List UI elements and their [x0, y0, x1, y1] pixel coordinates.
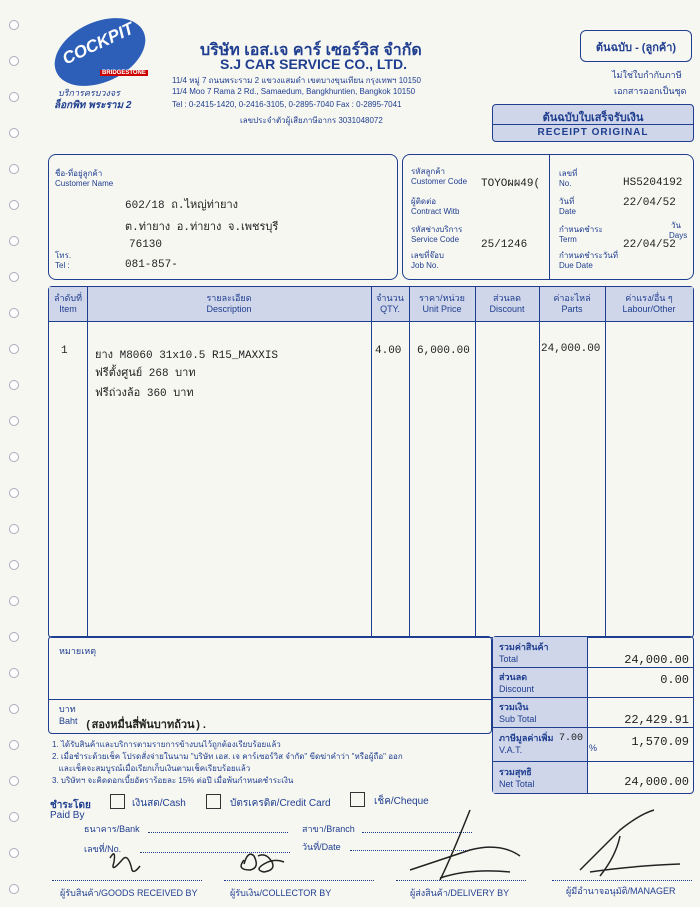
paid-by-label-th: ชำระโดย — [50, 800, 91, 811]
customer-address-line2: ต.ท่ายาง อ.ท่ายาง จ.เพชรบุรี — [125, 222, 279, 234]
baht-label-en: Baht — [59, 716, 78, 726]
not-tax-invoice-1: ไม่ใช่ใบกำกับภาษี — [612, 70, 682, 80]
net-total-value: 24,000.00 — [624, 775, 689, 789]
discount-label-th: ส่วนลด — [499, 672, 528, 682]
term-unit-th: วัน — [671, 221, 681, 230]
term-label-en: Term — [559, 235, 577, 244]
note-2-cont: และเช็คจะสมบูรณ์เมื่อเรียกเก็บเงินตามเช็คเรียบร้อยแล้ว — [52, 764, 251, 773]
date-label-en: Date — [559, 207, 576, 216]
amount-in-words: (สองหมื่นสี่พันบาทถ้วน). — [85, 720, 208, 732]
row-description-3: ฟรีถ่วงล้อ 360 บาท — [95, 388, 194, 400]
contact-label-en: Contract Witb — [411, 207, 460, 216]
service-code-label-en: Service Code — [411, 235, 460, 244]
term-unit-en: Days — [669, 231, 688, 240]
cheque-no-label: เลขที่/No. — [84, 844, 122, 854]
company-tel: Tel : 0-2415-1420, 0-2416-3105, 0-2895-7040 Fax : 0-2895-7041 — [172, 100, 402, 109]
logo-line2: ล็อกพิท พระราม 2 — [54, 100, 132, 111]
customer-tel: 081-857- — [125, 259, 178, 271]
vat-label-th: ภาษีมูลค่าเพิ่ม — [499, 733, 554, 743]
baht-label-th: บาท — [59, 704, 76, 714]
customer-postcode: 76130 — [129, 239, 163, 251]
vat-rate: 7.00 — [559, 733, 584, 744]
row-qty: 4.00 — [375, 345, 402, 357]
customer-tel-label-th: โทร. — [55, 251, 72, 260]
customer-code-label-th: รหัสลูกค้า — [411, 167, 446, 176]
logo-sub: BRIDGESTONE — [102, 70, 146, 76]
remarks-label: หมายเหตุ — [59, 646, 97, 656]
vat-value: 1,570.09 — [631, 735, 689, 749]
discount-label-en: Discount — [499, 684, 535, 694]
company-name-en: S.J CAR SERVICE CO., LTD. — [220, 56, 407, 72]
doc-date: 22/04/52 — [623, 197, 676, 209]
signature-line-delivery — [396, 880, 526, 881]
cheque-date-label: วันที่/Date — [302, 842, 341, 852]
delivery-by-label: ผู้ส่งสินค้า/DELIVERY BY — [410, 888, 510, 898]
logo-line1: บริการครบวงจร — [58, 88, 121, 98]
company-address-en: 11/4 Moo 7 Rama 2 Rd., Samaedum, Bangkhuntien, Bangkok 10150 — [172, 87, 416, 96]
date-label-th: วันที่ — [559, 197, 575, 206]
discount-value: 0.00 — [660, 673, 689, 687]
signature-line-collector — [224, 880, 374, 881]
doc-no-label-en: No. — [559, 179, 572, 188]
net-total-label-en: Net Total — [499, 779, 535, 789]
row-item-no: 1 — [61, 345, 68, 357]
row-description-2: ฟรีตั้งศูนย์ 268 บาท — [95, 368, 196, 380]
contact-label-th: ผู้ติดต่อ — [411, 197, 437, 206]
signature-line-manager — [552, 880, 692, 881]
service-code-label-th: รหัสช่างบริการ — [411, 225, 463, 234]
job-label-th: เลขที่จ๊อบ — [411, 251, 444, 260]
total-label-th: รวมค่าสินค้า — [499, 642, 549, 652]
due-label-en: Due Date — [559, 261, 593, 270]
col-item-header: ลำดับที่ Item — [53, 293, 83, 314]
due-date: 22/04/52 — [623, 239, 676, 251]
net-total-label-th: รวมสุทธิ — [499, 767, 532, 777]
cash-label: เงินสด/Cash — [132, 798, 186, 809]
credit-card-label: บัตรเครดิต/Credit Card — [230, 798, 331, 809]
cheque-label: เช็ค/Cheque — [374, 796, 429, 807]
col-labour-header: ค่าแรง/อื่น ๆ Labour/Other — [622, 293, 676, 314]
customer-address-line1: 602/18 ถ.ไหญ่ท่ายาง — [125, 200, 239, 212]
doc-number: HS5204192 — [623, 177, 683, 189]
row-parts: 24,000.00 — [541, 343, 601, 355]
col-description-header: รายละเอียด Description — [206, 293, 252, 314]
job-label-en: Job No. — [411, 261, 439, 270]
company-address-th: 11/4 หมู่ 7 ถนนพระราม 2 แขวงแสมดำ เขตบางขุนเทียน กรุงเทพฯ 10150 — [172, 76, 421, 85]
company-name-th: บริษัท เอส.เจ คาร์ เซอร์วิส จำกัด — [200, 42, 422, 59]
customer-code-label-en: Customer Code — [411, 177, 468, 186]
col-discount-header: ส่วนลด Discount — [489, 293, 525, 314]
paid-by-label-en: Paid By — [50, 810, 85, 821]
col-unit-price-header: ราคา/หน่วย Unit Price — [419, 293, 465, 314]
branch-label: สาขา/Branch — [302, 824, 355, 834]
signature-line-goods — [52, 880, 202, 881]
col-qty-header: จำนวน QTY. — [376, 293, 404, 314]
note-3: 3. บริษัทฯ จะคิดดอกเบี้ยอัตราร้อยละ 15% ต่อปี เมื่อพ้นกำหนดชำระเงิน — [52, 776, 294, 785]
bank-label: ธนาคาร/Bank — [84, 824, 140, 834]
job-number: 25/1246 — [481, 239, 528, 251]
note-1: 1. ได้รับสินค้าและบริการตามรายการข้างบนไว้ถูกต้องเรียบร้อยแล้ว — [52, 740, 281, 749]
original-copy-label: ต้นฉบับ - (ลูกค้า) — [595, 42, 677, 54]
collector-by-label: ผู้รับเงิน/COLLECTOR BY — [230, 888, 332, 898]
receipt-title-en: RECEIPT ORIGINAL — [537, 127, 649, 138]
row-unit-price: 6,000.00 — [417, 345, 470, 357]
due-label-th: กำหนดชำระวันที่ — [559, 251, 619, 260]
total-label-en: Total — [499, 654, 519, 664]
vat-label-en: V.A.T. — [499, 745, 523, 755]
customer-code: TOYOผผ49( — [481, 178, 541, 190]
manager-label: ผู้มีอำนาจอนุมัติ/MANAGER — [566, 886, 676, 896]
note-2: 2. เมื่อชำระด้วยเช็ค โปรดสั่งจ่ายในนาม "บริษัท เอส. เจ คาร์เซอร์วิส จำกัด" ขีดฆ่าคำว่า "หรือผู้ถือ" ออก — [52, 752, 403, 761]
logo-brand: COCKPIT — [59, 18, 137, 69]
receipt-title-th: ต้นฉบับใบเสร็จรับเงิน — [542, 112, 644, 124]
doc-no-label-th: เลขที่ — [559, 169, 578, 178]
row-description-1: ยาง M8060 31x10.5 R15_MAXXIS — [95, 350, 279, 362]
vat-percent-sign: % — [589, 743, 598, 753]
subtotal-label-th: รวมเงิน — [499, 702, 529, 712]
col-parts-header: ค่าอะไหล่ Parts — [553, 293, 591, 314]
subtotal-label-en: Sub Total — [499, 714, 537, 724]
term-label-th: กำหนดชำระ — [559, 225, 603, 234]
goods-received-by-label: ผู้รับสินค้า/GOODS RECEIVED BY — [60, 888, 198, 898]
subtotal-value: 22,429.91 — [624, 713, 689, 727]
not-tax-invoice-2: เอกสารออกเป็นชุด — [614, 86, 687, 96]
total-value: 24,000.00 — [624, 653, 689, 667]
customer-name-label-en: Customer Name — [55, 179, 114, 188]
customer-name-label-th: ชื่อ-ที่อยู่ลูกค้า — [55, 169, 103, 178]
company-tax-id: เลขประจำตัวผู้เสียภาษีอากร 3031048072 — [240, 116, 383, 125]
customer-tel-label-en: Tel : — [55, 261, 70, 270]
